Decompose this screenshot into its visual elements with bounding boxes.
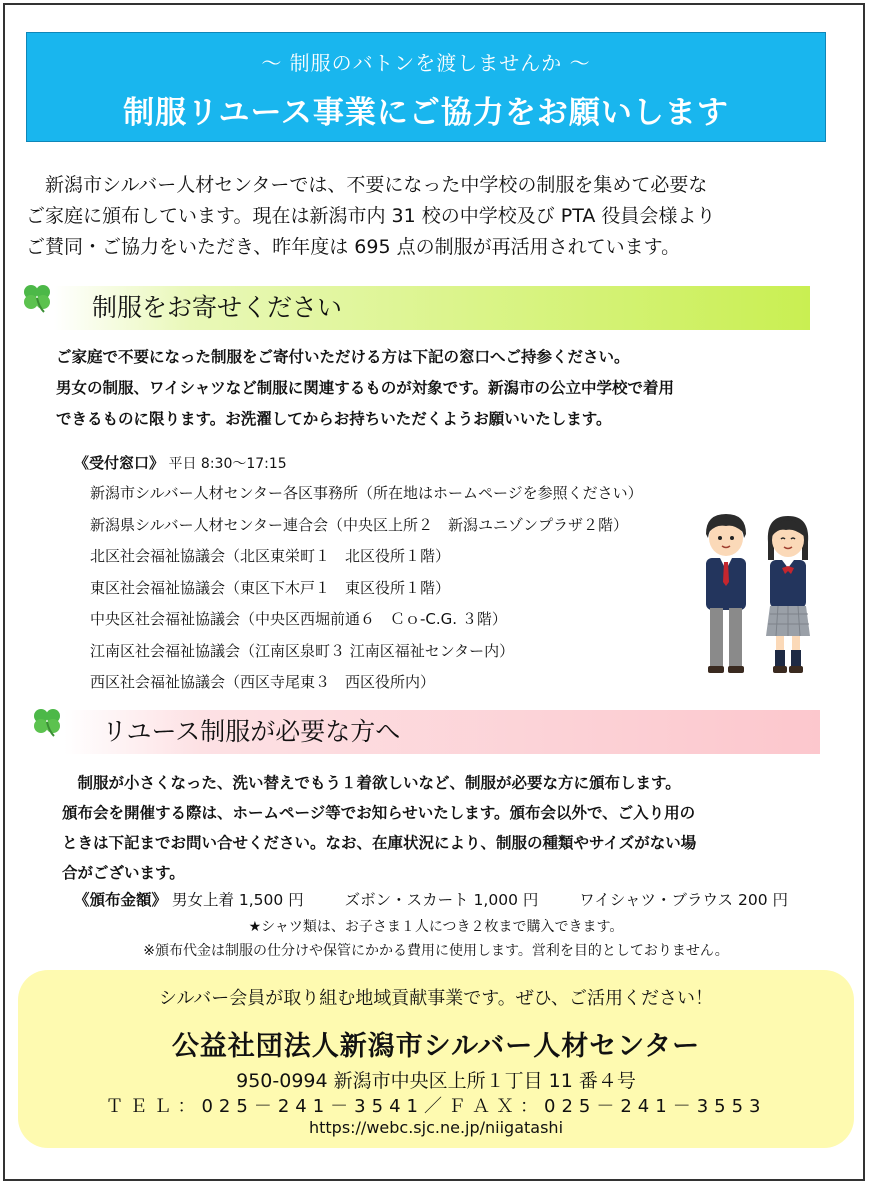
office-item: 東区社会福祉協議会（東区下木戸１ 東区役所１階） (90, 578, 451, 597)
price-label: 《頒布金額》 (74, 891, 168, 909)
donate-line: できるものに限ります。お洗濯してからお持ちいただくようお願いいたします。 (56, 410, 612, 428)
footer-tagline: シルバー会員が取り組む地域貢献事業です。ぜひ、ご活用ください！ (158, 988, 714, 1009)
clover-icon (20, 280, 54, 314)
fee-usage-note: ※頒布代金は制服の仕分けや保管にかかる費用に使用します。営利を目的としておりません。 (143, 943, 729, 959)
contact-footer (18, 970, 854, 1148)
need-line: ときは下記までお問い合せください。なお、在庫状況により、制服の種類やサイズがない場 (62, 834, 697, 852)
donate-line: 男女の制服、ワイシャツなど制服に関連するものが対象です。新潟市の公立中学校で着用 (56, 379, 674, 397)
donate-line: ご家庭で不要になった制服をご寄付いただける方は下記の窓口へご持参ください。 (56, 348, 630, 366)
shirt-limit-note: ★シャツ類は、お子さま１人につき２枚まで購入できます。 (248, 919, 624, 935)
website-url[interactable]: https://webc.sjc.ne.jp/niigatashi (308, 1118, 564, 1137)
intro-line: 新潟市シルバー人材センターでは、不要になった中学校の制服を集めて必要な (26, 174, 708, 196)
price-item: ズボン・スカート 1,000 円 (344, 891, 539, 909)
section-heading-text: リユース制服が必要な方へ (102, 717, 401, 746)
banner-subtitle: ～ 制服のバトンを渡しませんか ～ (261, 51, 591, 75)
need-line: 合がございます。 (62, 864, 185, 882)
office-item: 北区社会福祉協議会（北区東栄町１ 北区役所１階） (90, 547, 451, 565)
price-item: 男女上着 1,500 円 (171, 891, 304, 909)
need-line: 制服が小さくなった、洗い替えでもう１着欲しいなど、制服が必要な方に頒布します。 (62, 774, 681, 792)
banner-title: 制服リユース事業にご協力をお願いします (123, 95, 729, 131)
reception-label: 《受付窓口》 (74, 454, 165, 472)
need-line: 頒布会を開催する際は、ホームページ等でお知らせいたします。頒布会以外で、ご入り用の (62, 804, 696, 822)
intro-line: ご賛同・ご協力をいただき、昨年度は 695 点の制服が再活用されています。 (26, 236, 681, 258)
section-heading-donate (54, 286, 810, 330)
organization-address: 950-0994 新潟市中央区上所１丁目 11 番４号 (236, 1070, 636, 1092)
office-item: 新潟県シルバー人材センター連合会（中央区上所２ 新潟ユニゾンプラザ２階） (90, 515, 628, 534)
section-heading-text: 制服をお寄せください (92, 293, 343, 322)
price-item: ワイシャツ・ブラウス 200 円 (579, 891, 788, 909)
clover-icon (30, 704, 64, 738)
students-illustration (698, 508, 818, 676)
donate-paragraph (56, 342, 674, 435)
reception-heading (74, 452, 287, 473)
header-banner (26, 32, 826, 142)
section-heading-need (64, 710, 820, 754)
reception-office-list (90, 478, 643, 699)
price-list (74, 888, 788, 910)
intro-line: ご家庭に頒布しています。現在は新潟市内 31 校の中学校及び PTA 役員会様より (26, 205, 716, 227)
organization-name: 公益社団法人新潟市シルバー人材センター (171, 1031, 701, 1062)
tel-fax: ＴＥＬ：025－241－3541／ＦＡＸ：025－241－3553 (105, 1096, 767, 1117)
reception-hours: 平日 8:30～17:15 (168, 456, 287, 472)
office-item: 江南区社会福祉協議会（江南区泉町３ 江南区福祉センター内） (90, 641, 515, 660)
office-item: 西区社会福祉協議会（西区寺尾東３ 西区役所内） (90, 673, 436, 691)
office-item: 新潟市シルバー人材センター各区事務所（所在地はホームページを参照ください） (90, 484, 643, 502)
need-paragraph (62, 768, 696, 888)
office-item: 中央区社会福祉協議会（中央区西堀前通６ Ｃｏ-C.G. ３階） (90, 610, 507, 628)
intro-paragraph (26, 170, 826, 263)
